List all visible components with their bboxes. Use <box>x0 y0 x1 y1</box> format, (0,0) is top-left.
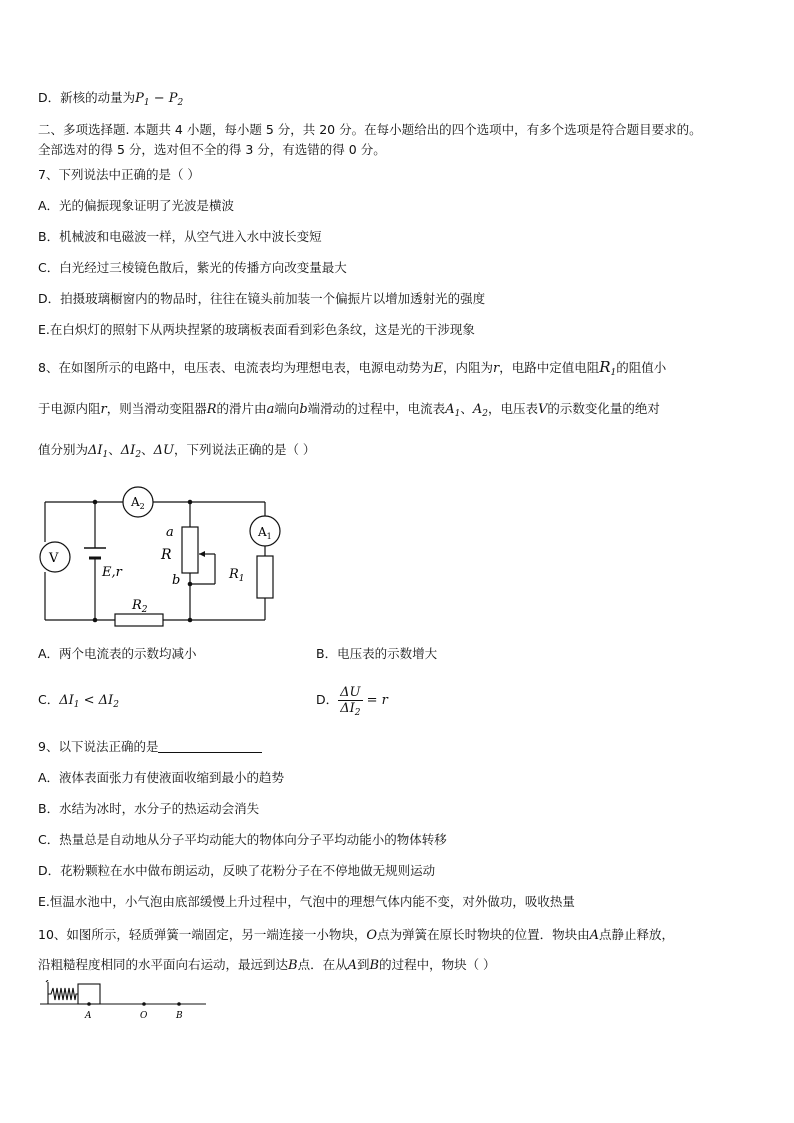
q9-option-d: D．花粉颗粒在水中做布朗运动，反映了花粉分子在不停地做无规则运动 <box>38 863 436 878</box>
spring-icon <box>48 988 78 1000</box>
q7-stem: 7、下列说法中正确的是（ ） <box>38 167 200 182</box>
q9-option-e: E.恒温水池中，小气泡由底部缓慢上升过程中，气泡中的理想气体内能不变，对外做功，吸收热量 <box>38 894 575 909</box>
terminal-b-label: b <box>172 573 181 588</box>
q7-option-b: B．机械波和电磁波一样，从空气进入水中波长变短 <box>38 229 322 244</box>
point-o-label: O <box>140 1011 148 1021</box>
p1-symbol: $P_1$ <box>135 91 150 108</box>
slider-arrow-icon <box>199 551 205 557</box>
rheostat-body <box>182 527 198 573</box>
q10-spring-diagram <box>38 980 210 1022</box>
q9-stem: 9、以下说法正确的是 <box>38 739 262 755</box>
q6-option-d-text: D．新核的动量为 <box>38 90 136 105</box>
r1-resistor <box>257 556 273 598</box>
section2-heading-line1: 二、多项选择题. 本题共 4 小题，每小题 5 分，共 20 分。在每小题给出的四个选项中，有多个选项是符合题目要求的。 <box>38 122 702 137</box>
q10-stem-line1: 10、如图所示，轻质弹簧一端固定，另一端连接一小物块，O点为弹簧在原长时物块的位置．物块由A点静止释放， <box>38 927 675 943</box>
q6-option-d <box>38 90 183 107</box>
q8-option-b: B．电压表的示数增大 <box>316 646 438 661</box>
answer-blank <box>158 740 262 753</box>
fraction-du-di2: $\frac{\Delta U}{\Delta I_2}$ <box>340 685 361 718</box>
q8-option-a: A．两个电流表的示数均减小 <box>38 646 197 661</box>
q9-option-a: A．液体表面张力有使液面收缩到最小的趋势 <box>38 770 285 785</box>
a1-label: $A_1$ <box>258 525 272 541</box>
r2-resistor <box>115 614 163 626</box>
rheostat-label: R <box>161 547 172 563</box>
terminal-a-label: a <box>166 525 174 540</box>
point-a-label: A <box>85 1011 92 1021</box>
q7-option-c: C．白光经过三棱镜色散后，紫光的传播方向改变量最大 <box>38 260 347 275</box>
section2-heading-line2: 全部选对的得 5 分，选对但不全的得 3 分，有选错的得 0 分。 <box>38 142 386 157</box>
source-label: E,r <box>102 565 122 580</box>
q7-option-e: E.在白炽灯的照射下从两块捏紧的玻璃板表面看到彩色条纹，这是光的干涉现象 <box>38 322 475 337</box>
q9-option-b: B．水结为冰时，水分子的热运动会消失 <box>38 801 260 816</box>
q8-stem-line1: 8、在如图所示的电路中，电压表、电流表均为理想电表，电源电动势为E，内阻为r，电路中定值电阻$R_1$的阻值小 <box>38 358 667 378</box>
q8-option-c: C．$\Delta I_1 < \Delta I_2$ <box>38 692 119 710</box>
q8-circuit-diagram <box>30 480 290 630</box>
q8-option-d: D． $\frac{\Delta U}{\Delta I_2}$ = r <box>316 685 388 718</box>
p2-symbol: $P_2$ <box>168 91 184 108</box>
minus-sign: − <box>149 91 169 106</box>
q8-stem-line3: 值分别为$\Delta I_1$、$\Delta I_2$、ΔU，下列说法正确的是（ ） <box>38 442 316 460</box>
block <box>78 984 100 1004</box>
v-label: V <box>49 551 59 566</box>
point-b-label: B <box>176 1011 183 1021</box>
a2-label: $A_2$ <box>131 495 145 511</box>
q10-stem-line2: 沿粗糙程度相同的水平面向右运动，最远到达B点．在从A到B的过程中，物块（ ） <box>38 957 496 973</box>
q7-option-a: A．光的偏振现象证明了光波是横波 <box>38 198 235 213</box>
r2-label: $R_2$ <box>132 598 148 615</box>
q7-option-d: D．拍摄玻璃橱窗内的物品时，往往在镜头前加装一个偏振片以增加透射光的强度 <box>38 291 486 306</box>
q8-stem-line2: 于电源内阻r，则当滑动变阻器R的滑片由a端向b端滑动的过程中，电流表$A_1$、$A_2$，电压表V的示数变化量的绝对 <box>38 401 660 419</box>
q9-option-c: C．热量总是自动地从分子平均动能大的物体向分子平均动能小的物体转移 <box>38 832 447 847</box>
r1-label: $R_1$ <box>229 567 245 584</box>
